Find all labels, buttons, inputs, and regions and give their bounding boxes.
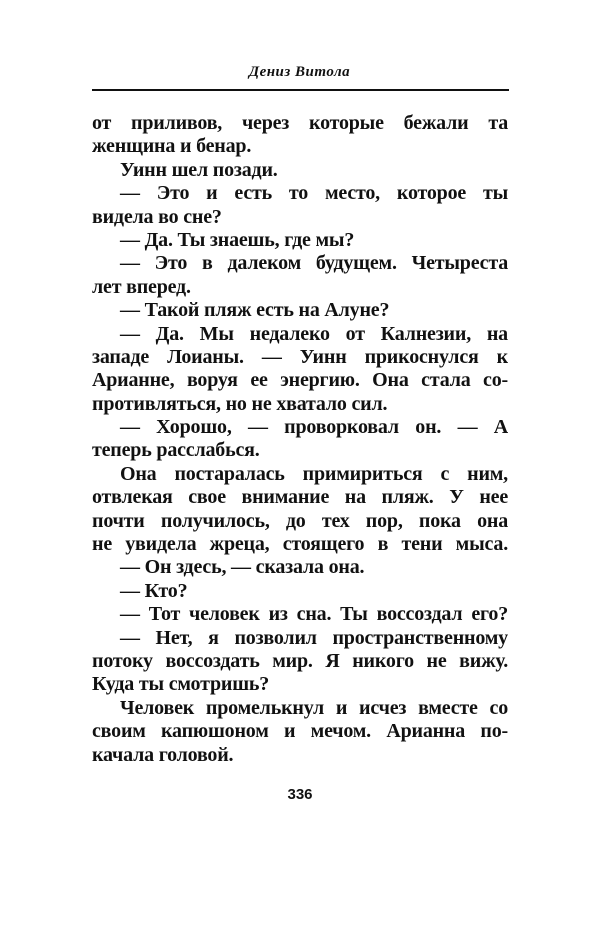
page-number: 336 [287, 786, 313, 803]
text-line: потоку воссоздать мир. Я никого не вижу. [92, 649, 508, 672]
text-line: — Хорошо, — проворковал он. — А [120, 416, 508, 439]
text-line: — Это и есть то место, которое ты [120, 182, 508, 205]
text-line: от приливов, через которые бежали та [92, 112, 508, 134]
text-line: — Тот человек из сна. Ты воссоздал его? [120, 603, 508, 626]
text-line: почти получилось, до тех пор, пока она [92, 509, 508, 532]
text-line: западе Лоианы. — Уинн прикоснулся к [92, 345, 508, 368]
text-line: Куда ты смотришь? [92, 673, 270, 696]
text-line: — Кто? [120, 579, 188, 602]
header-rule [92, 89, 509, 91]
text-line: Она постаралась примириться с ним, [120, 462, 508, 485]
page-body-text [92, 112, 508, 767]
text-line: своим капюшоном и мечом. Арианна по- [92, 720, 508, 743]
text-line: качала головой. [92, 743, 234, 766]
text-line: видела во сне? [92, 205, 222, 228]
text-line: Человек промелькнул и исчез вместе со [120, 696, 508, 719]
text-line: не увидела жреца, стоящего в тени мыса. [92, 533, 508, 556]
text-line: Уинн шел позади. [120, 158, 278, 181]
text-line: — Это в далеком будущем. Четыреста [120, 252, 508, 275]
text-line: — Да. Мы недалеко от Калнезии, на [120, 322, 508, 345]
text-line: женщина и бенар. [92, 135, 252, 158]
text-line: противляться, но не хватало сил. [92, 392, 388, 415]
text-line: отвлекая свое внимание на пляж. У нее [92, 486, 508, 509]
text-line: Арианне, воруя ее энергию. Она стала со- [92, 369, 508, 392]
text-line: теперь расслабься. [92, 439, 260, 462]
text-line: лет вперед. [92, 275, 191, 298]
text-line: — Нет, я позволил пространственному [120, 626, 508, 649]
text-line: — Да. Ты знаешь, где мы? [120, 228, 355, 251]
text-line: — Такой пляж есть на Алуне? [120, 299, 390, 322]
running-header: Дениз Витола [248, 64, 351, 80]
text-line: — Он здесь, — сказала она. [120, 556, 365, 579]
